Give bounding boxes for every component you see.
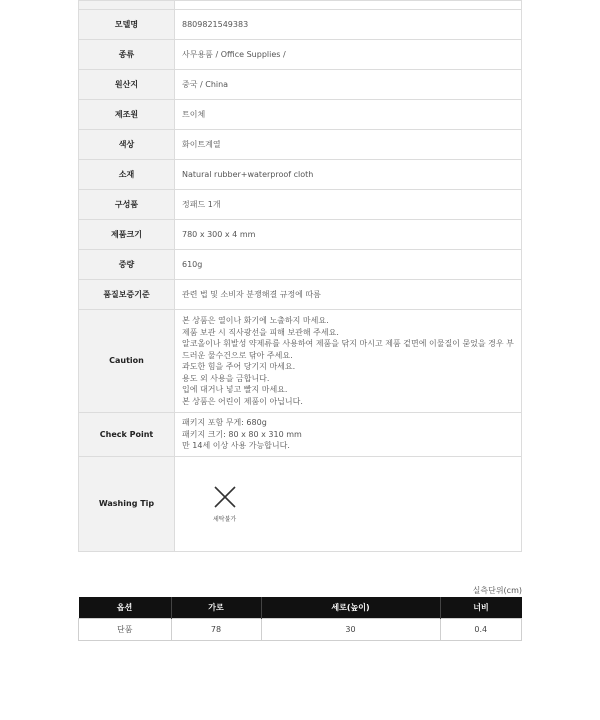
no-wash-x-icon xyxy=(213,485,237,509)
washing-cell xyxy=(175,457,522,552)
spec-label: 소재 xyxy=(79,160,175,190)
spec-value: 사무용품 / Office Supplies / xyxy=(175,40,522,70)
spec-row xyxy=(79,40,522,70)
spec-label: 색상 xyxy=(79,130,175,160)
spec-value: 중국 / China xyxy=(175,70,522,100)
product-info-section xyxy=(78,0,522,552)
spec-value: Natural rubber+waterproof cloth xyxy=(175,160,522,190)
washing-symbol-label: 세탁불가 xyxy=(213,515,237,523)
caution-label: Caution xyxy=(79,310,175,413)
spec-label: 원산지 xyxy=(79,70,175,100)
spec-label: 제조원 xyxy=(79,100,175,130)
spec-row xyxy=(79,100,522,130)
caution-text: 본 상품은 열이나 화기에 노출하지 마세요. 제품 보관 시 직사광선을 피해 보관해 주세요. 알코올이나 휘발성 약제류를 사용하여 제품을 닦지 마시고 제품 겉면에 이물질이 묻었을 경우 부 드러운 물수건으로 닦아 주세요. 과도한 힘을 주어 당기지 마세요. 용도 외 사용을 금합니다. 입에 대거나 넣고 빨지 마세요. 본 상품은 어린이 제품이 아닙니다. xyxy=(175,310,522,413)
spec-label: 모델명 xyxy=(79,10,175,40)
spec-table xyxy=(78,0,522,552)
spec-row xyxy=(79,280,522,310)
checkpoint-label: Check Point xyxy=(79,413,175,457)
size-header-width: 가로 xyxy=(171,597,261,619)
size-cell-depth: 0.4 xyxy=(440,619,522,641)
size-header-row xyxy=(79,597,522,619)
checkpoint-text: 패키지 포함 무게: 680g 패키지 크기: 80 x 80 x 310 mm 만 14세 이상 사용 가능합니다. xyxy=(175,413,522,457)
spec-label: 제품크기 xyxy=(79,220,175,250)
spec-value: 관련 법 및 소비자 분쟁해결 규정에 따름 xyxy=(175,280,522,310)
spec-row-top-stub xyxy=(79,1,522,10)
spec-row xyxy=(79,130,522,160)
spec-value: 610g xyxy=(175,250,522,280)
spec-label: 종류 xyxy=(79,40,175,70)
spec-row xyxy=(79,10,522,40)
spec-value: 화이트계열 xyxy=(175,130,522,160)
spec-label: 품질보증기준 xyxy=(79,280,175,310)
size-header-depth: 너비 xyxy=(440,597,522,619)
washing-label: Washing Tip xyxy=(79,457,175,552)
spec-value: 8809821549383 xyxy=(175,10,522,40)
spec-row xyxy=(79,220,522,250)
size-row xyxy=(79,619,522,641)
spec-label: 중량 xyxy=(79,250,175,280)
size-header-height: 세로(높이) xyxy=(261,597,440,619)
spec-row xyxy=(79,160,522,190)
spec-row xyxy=(79,70,522,100)
measure-unit-note: 실측단위(cm) xyxy=(472,586,522,595)
spec-row xyxy=(79,250,522,280)
size-cell-width: 78 xyxy=(171,619,261,641)
washing-row xyxy=(79,457,522,552)
spec-label: 구성품 xyxy=(79,190,175,220)
spec-top-label-cell xyxy=(79,1,175,10)
spec-top-value-cell xyxy=(175,1,522,10)
spec-row xyxy=(79,190,522,220)
caution-row xyxy=(79,310,522,413)
size-header-option: 옵션 xyxy=(79,597,172,619)
checkpoint-row xyxy=(79,413,522,457)
size-cell-option: 단품 xyxy=(79,619,172,641)
size-cell-height: 30 xyxy=(261,619,440,641)
spec-value: 780 x 300 x 4 mm xyxy=(175,220,522,250)
spec-value: 정패드 1개 xyxy=(175,190,522,220)
spec-value: 트이체 xyxy=(175,100,522,130)
washing-symbol xyxy=(182,483,521,526)
size-table xyxy=(78,597,522,641)
